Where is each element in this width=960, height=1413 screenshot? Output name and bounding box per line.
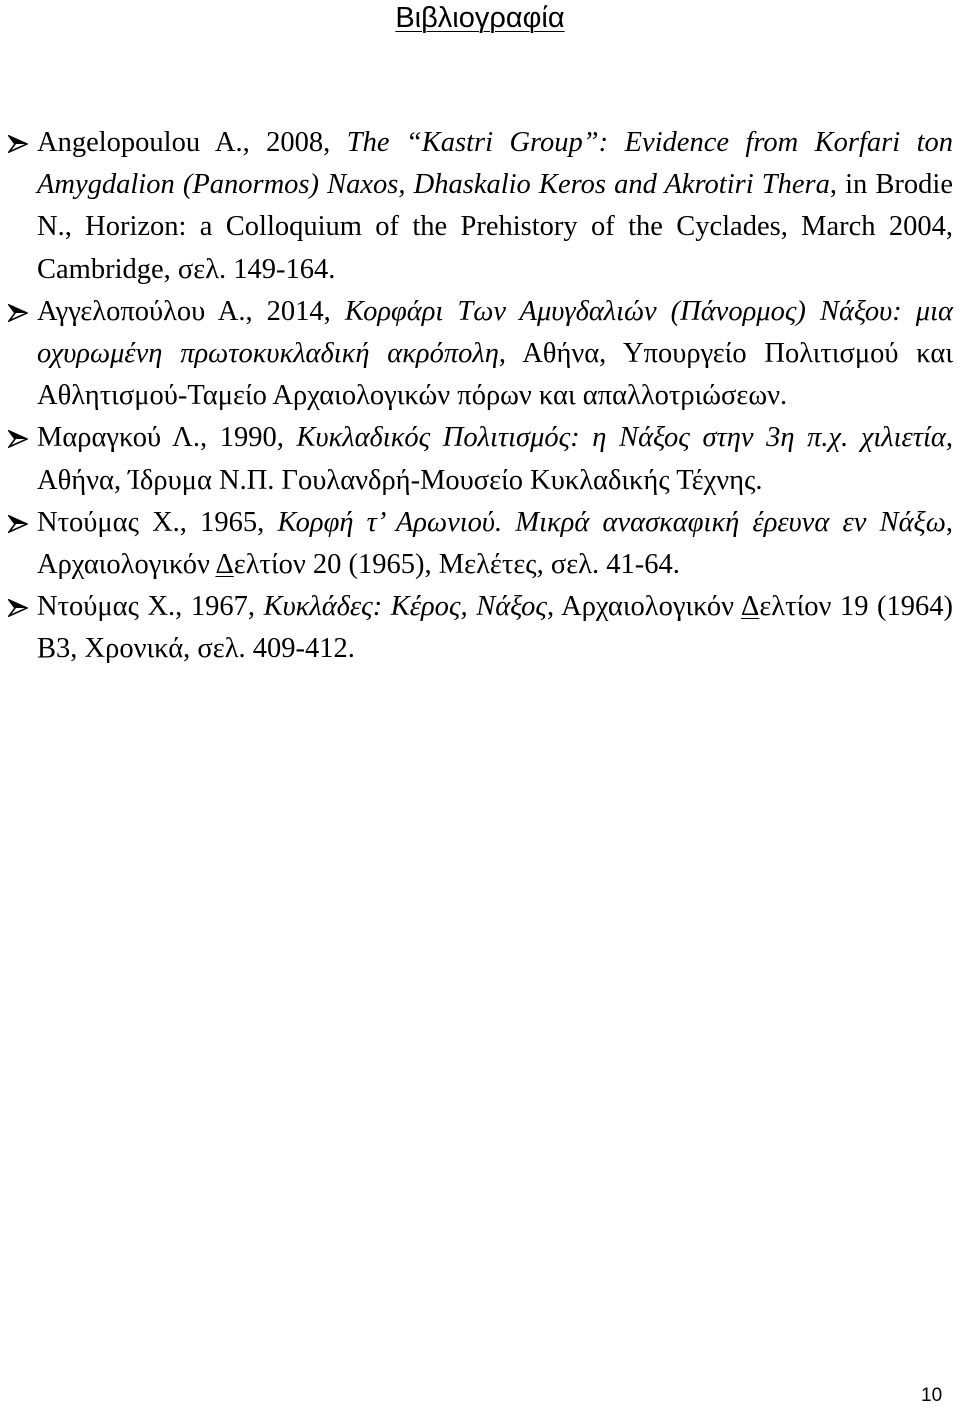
bibliography-entry (0, 586, 953, 670)
entry-text: , Αθήνα, Υπουργείο Πολιτισμού και Αθλητισμού-Ταμείο Αρχαιολογικών πόρων και απαλλοτριώσεων. (37, 338, 953, 412)
page-title (0, 0, 960, 36)
entry-title-italic: Κορφάρι Των Αμυγδαλιών (Πάνορμος) Νάξου: μια οχυρωμένη πρωτοκυκλαδική ακρόπολη (37, 295, 953, 370)
entry-title-italic: Κυκλαδικός Πολιτισμός: η Νάξος στην 3η π.χ. χιλιετία (296, 422, 946, 454)
entry-text: , Αρχαιολογικόν (546, 591, 741, 623)
entry-text: , Αθήνα, Ίδρυμα Ν.Π. Γουλανδρή-Μουσείο Κυκλαδικής Τέχνης. (37, 422, 953, 496)
entry-text: ελτίον 19 (1964) Β3, Χρονικά, σελ. 409-412. (37, 591, 953, 665)
entry-title-italic: The “Kastri Group”: Evidence from Korfari ton Amygdalion (Panormos) Naxos, Dhaskalio Keros and Akrotiri Thera (37, 127, 953, 201)
entry-title-italic: Κυκλάδες: Κέρος, Νάξος (263, 591, 547, 623)
bibliography-list (0, 122, 953, 671)
entry-text: Δ (215, 549, 234, 581)
bibliography-entry (0, 122, 953, 291)
entry-text: , Αρχαιολογικόν (37, 506, 953, 581)
bibliography-entry (0, 291, 953, 418)
arrowhead-bullet-icon (8, 135, 28, 153)
entry-text: ελτίον 20 (1965), Μελέτες, σελ. 41-64. (233, 549, 680, 581)
bibliography-entry (0, 417, 953, 501)
arrowhead-bullet-icon (8, 430, 28, 448)
entry-text: Ντούμας Χ., 1967, (37, 591, 264, 623)
arrowhead-bullet-icon (8, 599, 28, 617)
bibliography-entry (0, 502, 953, 586)
entry-text: Angelopoulou A., 2008, (37, 127, 347, 158)
entry-text: Δ (741, 591, 760, 623)
page-title-text: Βιβλιογραφία (395, 2, 565, 34)
entry-text: , in Brodie N., Horizon: a Colloquium of the Prehistory of the Cyclades, March 2004, Cambridge, σελ. 149-164. (37, 169, 953, 285)
arrowhead-bullet-icon (8, 304, 28, 322)
entry-text: Μαραγκού Λ., 1990, (37, 422, 297, 454)
entry-text: Αγγελοπούλου Α., 2014, (37, 295, 345, 327)
entry-text: Ντούμας Χ., 1965, (37, 506, 278, 538)
entry-title-italic: Κορφή τ’ Αρωνιού. Μικρά ανασκαφική έρευνα εν Νάξω (277, 506, 946, 538)
page-number: 10 (921, 1385, 943, 1406)
arrowhead-bullet-icon (8, 515, 28, 533)
